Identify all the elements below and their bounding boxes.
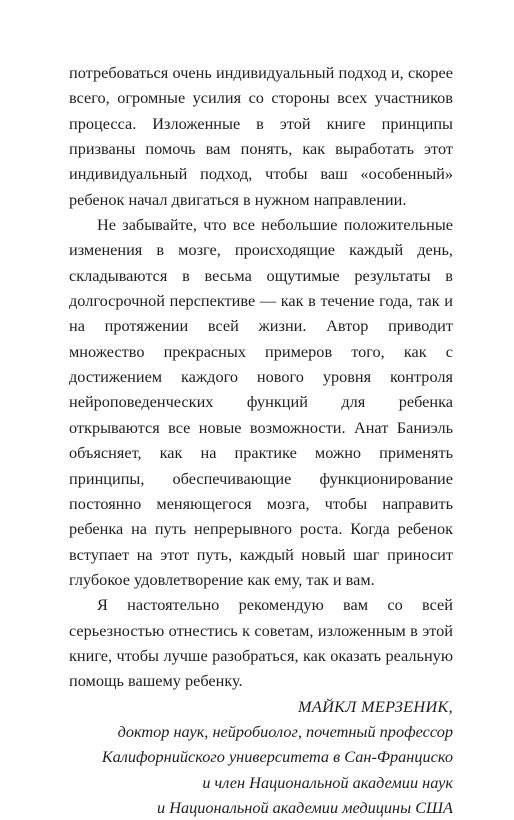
paragraph-recommendation: Я настоятельно рекомендую вам со всей серьезностью отнестись к советам, изложенным в этой книге, чтобы лучше разобраться, как оказать реальную помощь вашему ребенку. (69, 595, 453, 691)
signature-credential-2: Калифорнийского университета в Сан-Франциско (101, 747, 453, 767)
signature-credential-1: доктор наук, нейробиолог, почетный профессор (117, 721, 453, 741)
book-page (69, 60, 453, 820)
signature-credential-4: и Национальной академии медицины США (156, 797, 453, 817)
signature-name: МАЙКЛ МЕРЗЕНИК, (298, 696, 453, 716)
paragraph-brain-changes: Не забывайте, что все небольшие положительные изменения в мозге, происходящие каждый день, складываются в весьма ощутимые результаты в долгосрочной перспективе — как в течение года, так и на протяжении всей жизни. Автор приводит множество прекрасных примеров того, как с достижением каждого нового уровня контроля нейроповеденческих функций для ребенка открываются все новые возможности. Анат Баниэль объясняет, как на практике можно применять принципы, обеспечивающие функционирование постоянно меняющегося мозга, чтобы направить ребенка на путь непрерывного роста. Когда ребенок вступает на этот путь, каждый новый шаг приносит глубокое удовлетворение как ему, так и вам. (69, 215, 453, 589)
author-signature (69, 694, 453, 820)
paragraph-continuation: потребоваться очень индивидуальный подход и, скорее всего, огромные усилия со стороны всех участников процесса. Изложенные в этой книге принципы призваны помочь вам понять, как выработать этот индивидуальный подход, чтобы ваш «особенный» ребенок начал двигаться в нужном направлении. (69, 63, 453, 209)
signature-credential-3: и член Национальной академии наук (202, 772, 453, 792)
